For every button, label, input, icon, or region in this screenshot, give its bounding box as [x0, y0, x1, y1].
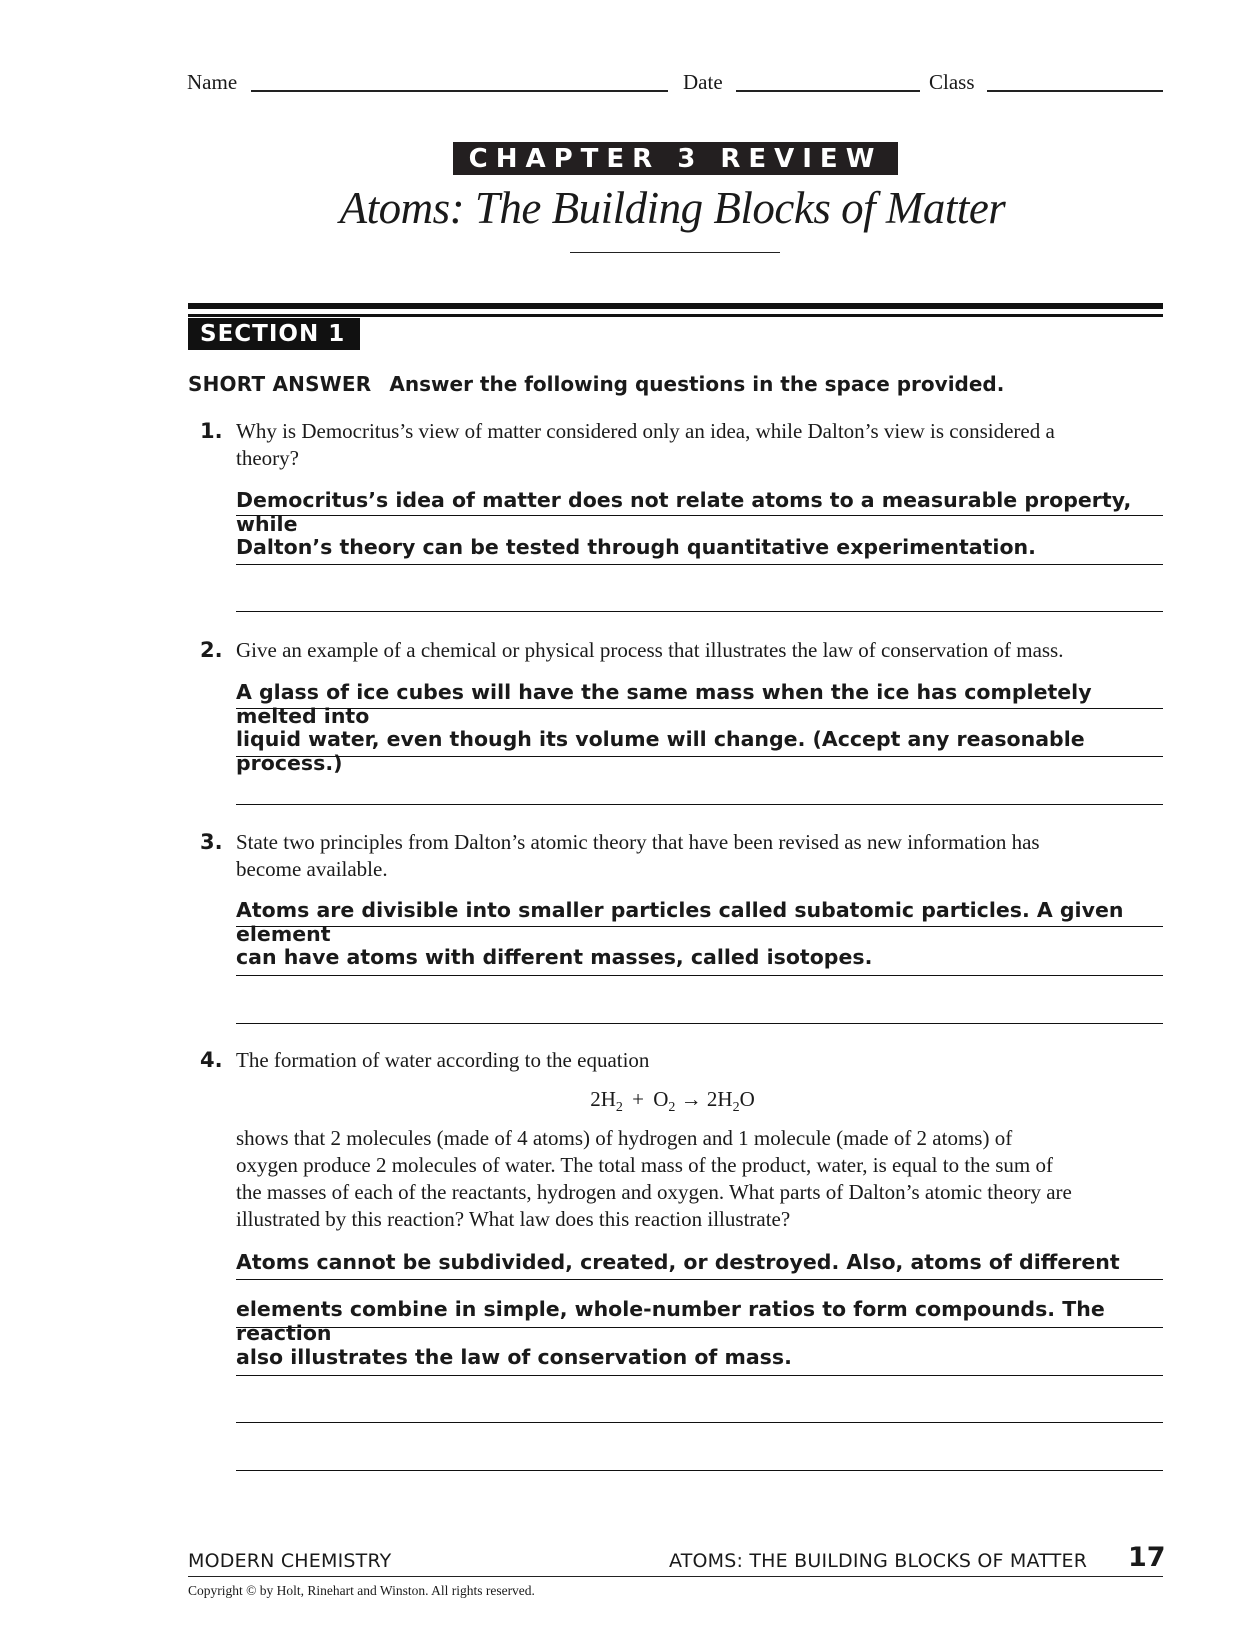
question-number: 2. — [200, 638, 223, 662]
question-number: 1. — [200, 419, 223, 443]
question-text — [236, 418, 1166, 472]
answer-line — [236, 1422, 1163, 1423]
eq-plus: + — [632, 1087, 644, 1111]
section-rule-thin — [188, 314, 1163, 317]
answer-line — [236, 708, 1163, 709]
answer-line — [236, 1375, 1163, 1376]
footer-chapter-title: ATOMS: THE BUILDING BLOCKS OF MATTER — [669, 1550, 1088, 1572]
answer-line — [236, 611, 1163, 612]
eq-reactant1: 2H — [590, 1087, 616, 1111]
question-text-line: oxygen produce 2 molecules of water. The total mass of the product, water, is equal to the sum of — [236, 1153, 1053, 1177]
date-label: Date — [683, 70, 723, 94]
footer-rule — [188, 1576, 1163, 1577]
answer-text[interactable]: can have atoms with different masses, called isotopes. — [236, 945, 873, 969]
answer-line — [236, 1327, 1163, 1328]
page-number: 17 — [1128, 1542, 1166, 1573]
answer-line — [236, 515, 1163, 516]
answer-text[interactable]: Dalton’s theory can be tested through quantitative experimentation. — [236, 535, 1036, 559]
instructions: Answer the following questions in the space provided. — [389, 372, 1005, 396]
question-number: 3. — [200, 830, 223, 854]
chapter-banner: CHAPTER 3 REVIEW — [453, 142, 898, 175]
answer-text[interactable]: Democritus’s idea of matter does not relate atoms to a measurable property, while — [236, 488, 1132, 536]
question-text-line: illustrated by this reaction? What law does this reaction illustrate? — [236, 1207, 791, 1231]
question-text-line: Give an example of a chemical or physical process that illustrates the law of conservation of mass. — [236, 638, 1064, 662]
question-text-line: theory? — [236, 446, 299, 470]
answer-line — [236, 1279, 1163, 1280]
class-field[interactable] — [987, 90, 1163, 92]
answer-text[interactable]: liquid water, even though its volume will change. (Accept any reasonable process.) — [236, 727, 1085, 775]
eq-subscript: 2 — [668, 1100, 676, 1116]
date-field[interactable] — [736, 90, 920, 92]
answer-line — [236, 756, 1163, 757]
eq-subscript: 2 — [732, 1100, 740, 1116]
answer-line — [236, 1470, 1163, 1471]
eq-arrow: → — [680, 1087, 702, 1111]
eq-product-end: O — [739, 1087, 755, 1111]
short-answer-heading — [188, 372, 1004, 396]
answer-line — [236, 926, 1163, 927]
question-number: 4. — [200, 1048, 223, 1072]
answer-line — [236, 1023, 1163, 1024]
page-title: Atoms: The Building Blocks of Matter — [339, 183, 1006, 233]
copyright: Copyright © by Holt, Rinehart and Winston. All rights reserved. — [188, 1583, 535, 1598]
title-divider — [570, 252, 780, 253]
answer-text[interactable]: Atoms cannot be subdivided, created, or destroyed. Also, atoms of different — [236, 1250, 1120, 1274]
question-text-line: become available. — [236, 857, 388, 881]
question-paragraph — [236, 1125, 1166, 1233]
question-text-line: The formation of water according to the equation — [236, 1048, 650, 1072]
name-field[interactable] — [251, 90, 668, 92]
question-text — [236, 829, 1166, 883]
answer-line — [236, 564, 1163, 565]
question-text-line: shows that 2 molecules (made of 4 atoms) of hydrogen and 1 molecule (made of 2 atoms) of — [236, 1126, 1013, 1150]
eq-reactant2: O — [653, 1087, 669, 1111]
answer-line — [236, 975, 1163, 976]
answer-text[interactable]: elements combine in simple, whole-number ratios to form compounds. The reaction — [236, 1297, 1105, 1345]
question-text — [236, 1047, 1166, 1074]
section-rule-thick — [188, 303, 1163, 309]
footer-book-title: MODERN CHEMISTRY — [188, 1550, 392, 1572]
question-text-line: State two principles from Dalton’s atomic theory that have been revised as new information has — [236, 830, 1040, 854]
class-label: Class — [929, 70, 975, 94]
answer-text[interactable]: A glass of ice cubes will have the same mass when the ice has completely melted into — [236, 680, 1092, 728]
question-text-line: the masses of each of the reactants, hydrogen and oxygen. What parts of Dalton’s atomic theory are — [236, 1180, 1072, 1204]
answer-text[interactable]: Atoms are divisible into smaller particles called subatomic particles. A given element — [236, 898, 1124, 946]
answer-line — [236, 804, 1163, 805]
short-answer-label: SHORT ANSWER — [188, 372, 372, 396]
answer-text[interactable]: also illustrates the law of conservation of mass. — [236, 1345, 792, 1369]
eq-product: 2H — [706, 1087, 733, 1111]
name-label: Name — [187, 70, 238, 94]
section-label: SECTION 1 — [188, 318, 360, 350]
question-text-line: Why is Democritus’s view of matter considered only an idea, while Dalton’s view is considered a — [236, 419, 1055, 443]
chemical-equation — [0, 1087, 1238, 1116]
question-text — [236, 637, 1166, 664]
eq-subscript: 2 — [615, 1100, 623, 1116]
